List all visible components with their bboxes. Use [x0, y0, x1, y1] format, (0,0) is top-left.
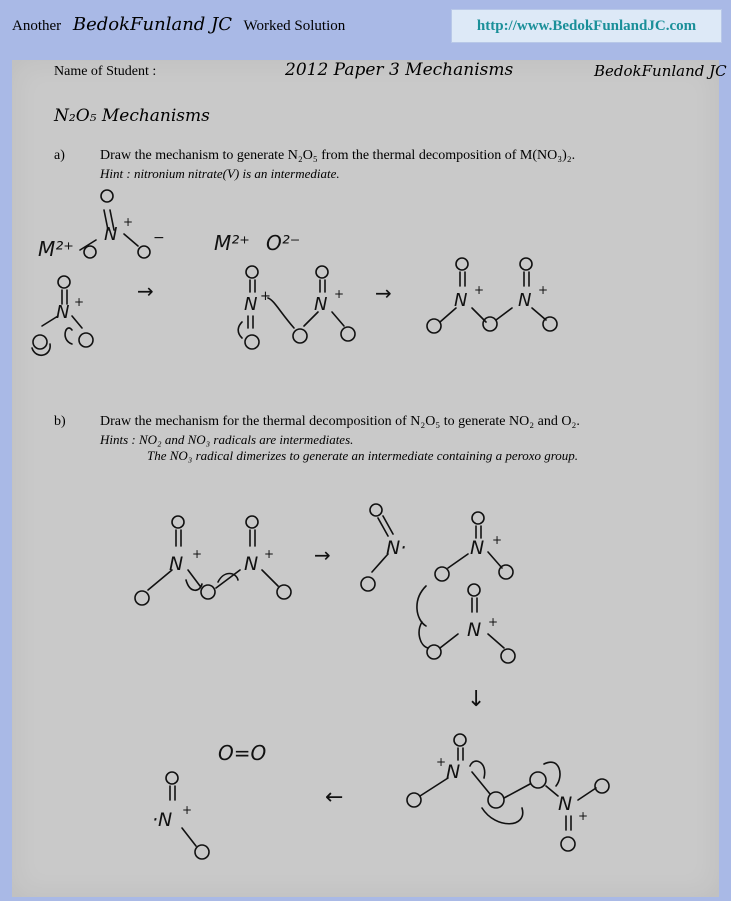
arrow-b3: ← — [325, 785, 344, 810]
metal-ion-label: M²⁺ — [38, 237, 74, 261]
arrow-b1: → — [314, 543, 331, 567]
site-url-link[interactable]: http://www.BedokFunlandJC.com — [451, 9, 722, 43]
svg-text:N: N — [467, 619, 482, 641]
question-b-hint-2: The NO₃ radical dimerizes to generate an intermediate containing a peroxo group. — [147, 448, 579, 463]
svg-text:N: N — [314, 294, 328, 315]
svg-text:N·: N· — [386, 537, 407, 559]
svg-text:+: + — [74, 295, 85, 309]
banner-brand-logo: BedokFunland JC — [72, 14, 233, 35]
svg-text:N: N — [244, 294, 258, 315]
svg-text:N: N — [169, 553, 184, 575]
dioxygen-label: O=O — [218, 741, 267, 765]
question-a-text: Draw the mechanism to generate N₂O₅ from the thermal decomposition of M(NO₃)₂. — [100, 148, 576, 163]
svg-text:N: N — [104, 224, 118, 245]
svg-text:+: + — [182, 803, 193, 817]
svg-text:N: N — [56, 302, 70, 323]
svg-text:N: N — [244, 553, 259, 575]
sketch-products — [152, 741, 266, 859]
svg-text:+: + — [334, 287, 345, 301]
question-b-hint-1: Hints : NO₂ and NO₃ radicals are intermediates. — [100, 432, 354, 447]
mechanism-sketches — [12, 60, 719, 897]
banner-prefix: Another — [12, 18, 62, 34]
svg-text:+: + — [436, 755, 447, 769]
svg-text:·N: ·N — [152, 809, 173, 831]
arrow-a2: → — [375, 281, 392, 305]
banner-suffix: Worked Solution — [243, 18, 346, 34]
svg-text:+: + — [264, 547, 275, 561]
sketch-nitronium-nitrate — [32, 231, 557, 355]
metal-ion-label-2: M²⁺ — [214, 231, 250, 255]
svg-text:+: + — [260, 289, 271, 304]
question-a-label: a) — [54, 148, 65, 163]
svg-text:N: N — [446, 761, 461, 783]
svg-text:+: + — [578, 809, 589, 823]
question-b-text: Draw the mechanism for the thermal decomposition of N₂O₅ to generate NO₂ and O₂. — [100, 414, 580, 429]
sketch-radicals — [361, 504, 515, 712]
worksheet — [12, 60, 727, 897]
svg-text:−: − — [153, 230, 165, 246]
svg-text:+: + — [123, 215, 134, 229]
oxide-ion-label: O²⁻ — [266, 231, 301, 255]
student-name-label: Name of Student : — [54, 64, 157, 79]
svg-text:N: N — [470, 537, 485, 559]
sheet-brand: BedokFunland JC — [594, 62, 727, 80]
arrow-b2: ↓ — [467, 687, 486, 712]
arrow-a1: → — [137, 279, 154, 303]
sketch-peroxo-intermediate — [325, 734, 609, 851]
question-b-label: b) — [54, 414, 66, 429]
svg-text:N: N — [518, 290, 532, 311]
section-title: N₂O₅ Mechanisms — [54, 106, 210, 126]
svg-text:+: + — [488, 615, 499, 629]
sketch-metal-nitrate — [38, 190, 165, 261]
svg-text:+: + — [474, 283, 485, 297]
svg-text:+: + — [192, 547, 203, 561]
svg-text:+: + — [492, 533, 503, 547]
svg-text:+: + — [538, 283, 549, 297]
paper-title: 2012 Paper 3 Mechanisms — [285, 60, 514, 80]
banner-title — [12, 14, 345, 35]
sketch-n2o5-homolysis — [135, 516, 331, 605]
question-a-hint: Hint : nitronium nitrate(V) is an intermediate. — [100, 166, 340, 181]
svg-text:N: N — [454, 290, 468, 311]
svg-text:N: N — [558, 793, 573, 815]
